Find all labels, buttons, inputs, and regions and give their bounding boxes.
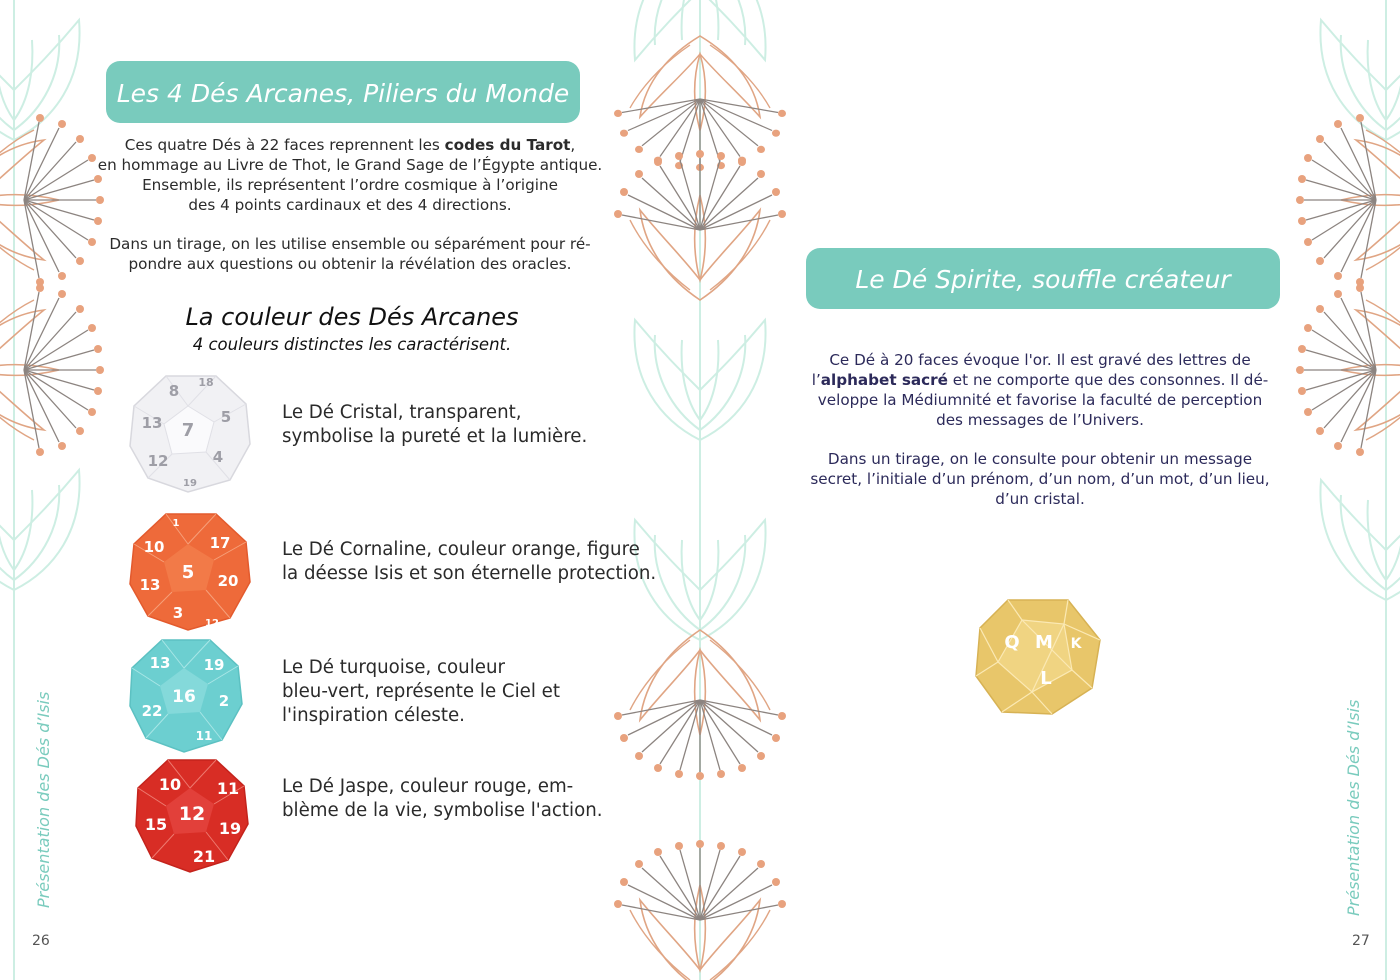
d22-die-icon-cristal (126, 370, 254, 495)
left-title: Les 4 Dés Arcanes, Piliers du Monde (116, 79, 570, 108)
right-line-6: secret, l’initiale d’un prénom, d’un nom, d’un mot, d’un lieu, (810, 470, 1270, 488)
die-turquoise-text: Le Dé turquoise, couleur bleu-vert, représente le Ciel et l'inspiration céleste. (282, 657, 561, 726)
d22-die-icon-cornaline (126, 510, 254, 632)
die-number: 5 (220, 408, 232, 426)
right-paragraph (790, 350, 1290, 509)
left-intro-paragraph (90, 135, 610, 274)
d22-die-icon-jaspe (132, 756, 250, 874)
right-title: Le Dé Spirite, souffle créateur (855, 265, 1231, 294)
right-line-7: d’un cristal. (995, 490, 1085, 508)
die-number: 19 (218, 819, 242, 838)
right-title-banner (806, 248, 1280, 309)
intro-line-2: en hommage au Livre de Thot, le Grand Sage de l’Égypte antique. (97, 156, 603, 174)
die-number: 18 (198, 376, 214, 389)
left-side-label: Présentation des Dés d’Isis (34, 691, 53, 908)
die-number: 12 (178, 803, 206, 825)
right-bold-alphabet: alphabet sacré (820, 371, 948, 389)
die-number: 10 (158, 775, 182, 794)
die-letter: M (1035, 632, 1053, 653)
d22-die-icon-turquoise (126, 636, 244, 754)
die-number: 15 (144, 815, 168, 834)
die-number: 12 (205, 618, 219, 629)
die-number: 5 (181, 562, 195, 583)
section-subtitle: 4 couleurs distinctes les caractérisent. (192, 335, 512, 354)
intro-line-4: des 4 points cardinaux et des 4 directions. (188, 196, 512, 214)
right-side-label: Présentation des Dés d’Isis (1344, 699, 1363, 916)
die-number: 19 (203, 656, 225, 674)
right-line-3: veloppe la Médiumnité et favorise la faculté de perception (817, 391, 1263, 409)
die-number: 12 (147, 452, 169, 470)
die-number: 16 (172, 687, 196, 707)
die-number: 11 (216, 779, 240, 798)
die-number: 20 (217, 572, 239, 590)
intro-line-6: pondre aux questions ou obtenir la révélation des oracles. (128, 255, 572, 273)
die-number: 13 (141, 414, 163, 432)
die-number: 4 (212, 448, 224, 466)
die-number: 8 (168, 382, 180, 400)
die-letter: L (1040, 668, 1052, 689)
die-number: 17 (209, 534, 231, 552)
intro-line-5: Dans un tirage, on les utilise ensemble ou séparément pour ré- (109, 235, 591, 253)
die-jaspe-text: Le Dé Jaspe, couleur rouge, em- blème de la vie, symbolise l'action. (282, 776, 603, 821)
die-number: 3 (172, 604, 184, 622)
right-line-2: l’alphabet sacré et ne comporte que des consonnes. Il dé- (811, 371, 1269, 389)
intro-bold-tarot: codes du Tarot (444, 136, 571, 154)
die-number: 7 (181, 420, 195, 441)
left-page-number: 26 (32, 933, 50, 949)
die-number: 19 (183, 478, 197, 489)
right-page-number: 27 (1352, 933, 1370, 949)
right-line-4: des messages de l’Univers. (936, 411, 1144, 429)
die-number: 22 (141, 702, 163, 720)
intro-line-1: Ces quatre Dés à 22 faces reprennent les codes du Tarot, (124, 136, 576, 154)
die-number: 13 (139, 576, 161, 594)
die-letter: K (1070, 636, 1082, 652)
die-number: 13 (149, 654, 171, 672)
left-title-banner (106, 61, 580, 123)
die-number: 1 (172, 518, 180, 529)
die-number: 2 (218, 692, 230, 710)
die-number: 21 (192, 847, 216, 866)
intro-line-3: Ensemble, ils représentent l’ordre cosmique à l’origine (142, 176, 558, 194)
d20-die-icon-spirite (972, 596, 1104, 718)
section-title: La couleur des Dés Arcanes (185, 303, 519, 331)
die-letter: Q (1004, 632, 1020, 653)
die-cristal-text: Le Dé Cristal, transparent, symbolise la pureté et la lumière. (282, 402, 588, 447)
die-number: 11 (195, 729, 213, 743)
right-line-5: Dans un tirage, on le consulte pour obtenir un message (827, 450, 1253, 468)
die-number: 10 (143, 538, 165, 556)
die-cornaline-text: Le Dé Cornaline, couleur orange, figure la déesse Isis et son éternelle protection. (282, 539, 657, 584)
right-line-1: Ce Dé à 20 faces évoque l'or. Il est gravé des lettres de (829, 351, 1251, 369)
